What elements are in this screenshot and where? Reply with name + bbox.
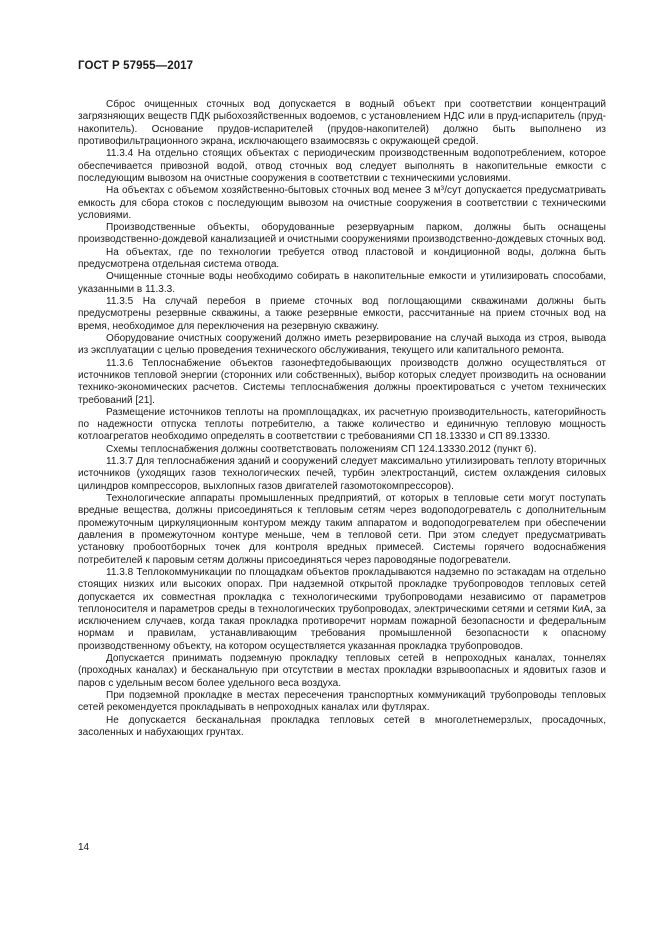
paragraph: Сброс очищенных сточных вод допускается в водный объект при соответствии концентраций загрязняющих веществ ПДК рыбохозяйственных водоемов, с установлением НДС или в пруд-испаритель (пруд-накопитель). Основание прудов-испарителей (прудов-накопителей) должно быть выполнено из противофильтрационного экрана, исключающего взаимосвязь с окружающей средой. (78, 99, 606, 147)
paragraph: Технологические аппараты промышленных предприятий, от которых в тепловые сети могут поступать вредные вещества, должны присоединяться к тепловым сетям через водоподогреватель с дополнительным промежуточным циркуляционным контуром между таким аппаратом и водоподогревателем при обеспечении давления в промежуточном контуре меньше, чем в тепловой сети. При этом следует предусматривать установку пробоотборных точек для контроля вредных примесей. Системы горячего водоснабжения потребителей к паровым сетям должны присоединяться через пароводяные подогреватели. (78, 493, 606, 566)
paragraph: Размещение источников теплоты на промплощадках, их расчетную производительность, категорийность по надежности отпуска теплоты потребителю, а также количество и единичную тепловую мощность котлоагрегатов необходимо определять в соответствии с требованиями СП 18.13330 и СП 89.13330. (78, 406, 606, 443)
superscript: 3 (440, 185, 445, 193)
paragraph: На объектах, где по технологии требуется отвод пластовой и кондиционной воды, должна быть предусмотрена отдельная система отвода. (78, 246, 606, 271)
page-number: 14 (78, 842, 90, 853)
paragraph: Допускается принимать подземную прокладку тепловых сетей в непроходных каналах, тоннелях (проходных каналах) и бесканальную при отсутствии в местах прокладки взрывоопасных и ядовитых газов и паров с удельным весом более удельного веса воздуха. (78, 653, 606, 689)
paragraph: Не допускается бесканальная прокладка тепловых сетей в многолетнемерзлых, просадочных, засоленных и набухающих грунтах. (78, 714, 606, 738)
paragraph: 11.3.6 Теплоснабжение объектов газонефтедобывающих производств должно осуществляться от источников тепловой энергии (сторонних или собственных), выбор которых следует производить на основании технико-экономических расчетов. Системы теплоснабжения должны проектироваться с учетом технических требований [21]. (78, 357, 606, 406)
document-body (78, 99, 606, 739)
paragraph: 11.3.4 На отдельно стоящих объектах с периодическим производственным водопотреблением, которое обеспечивается привозной водой, отвод сточных вод следует выполнять в накопительные емкости с последующим вывозом на очистные сооружения в соответствии с техническими условиями. (78, 148, 606, 184)
document-header: ГОСТ Р 57955—2017 (78, 60, 194, 72)
paragraph: 11.3.5 На случай перебоя в приеме сточных вод поглощающими скважинами должны быть предусмотрены резервные скважины, а также резервные емкости, рассчитанные на прием сточных вод на время, необходимое для переключения на резервную скважину. (78, 296, 606, 332)
paragraph-text: На объектах с объемом хозяйственно-бытовых сточных вод менее 3 м (106, 185, 441, 197)
paragraph: Производственные объекты, оборудованные резервуарным парком, должны быть оснащены производственно-дождевой канализацией и очистными сооружениями производственно-дождевых сточных вод. (78, 222, 606, 246)
paragraph: 11.3.8 Теплокоммуникации по площадкам объектов прокладываются надземно по эстакадам на отдельно стоящих низких или высоких опорах. При надземной открытой прокладке трубопроводов тепловых сетей допускается их совместная прокладка с технологическими трубопроводами независимо от параметров теплоносителя и параметров среды в технологических трубопроводах, электрическими сетями и сетями КиА, за исключением случаев, когда такая прокладка противоречит нормам пожарной безопасности и федеральным нормам и правилам, устанавливающим требования промышленной безопасности к опасному производственному объекту, на котором осуществляется указанная прокладка трубопроводов. (78, 566, 606, 652)
paragraph: 11.3.7 Для теплоснабжения зданий и сооружений следует максимально утилизировать теплоту вторичных источников (уходящих газов технологических печей, турбин электростанций, систем охлаждения силовых цилиндров компрессоров, выхлопных газов двигателей газомотокомпрессоров). (78, 456, 606, 492)
paragraph: Оборудование очистных сооружений должно иметь резервирование на случай выхода из строя, вывода из эксплуатации с целью проведения технического обслуживания, текущего или капитального ремонта. (78, 332, 606, 357)
paragraph (78, 185, 606, 222)
paragraph-text: /сут допускается предусматривать емкость для сбора стоков с последующим вывозом на очистные сооружения в соответствии с техническими условиями. (78, 185, 607, 221)
paragraph: Схемы теплоснабжения должны соответствовать положениям СП 124.13330.2012 (пункт 6). (106, 443, 537, 455)
paragraph: Очищенные сточные воды необходимо собирать в накопительные емкости и утилизировать способами, указанными в 11.3.3. (78, 271, 606, 295)
paragraph: При подземной прокладке в местах пересечения транспортных коммуникаций трубопроводы тепловых сетей рекомендуется прокладывать в непроходных каналах или футлярах. (78, 690, 606, 714)
